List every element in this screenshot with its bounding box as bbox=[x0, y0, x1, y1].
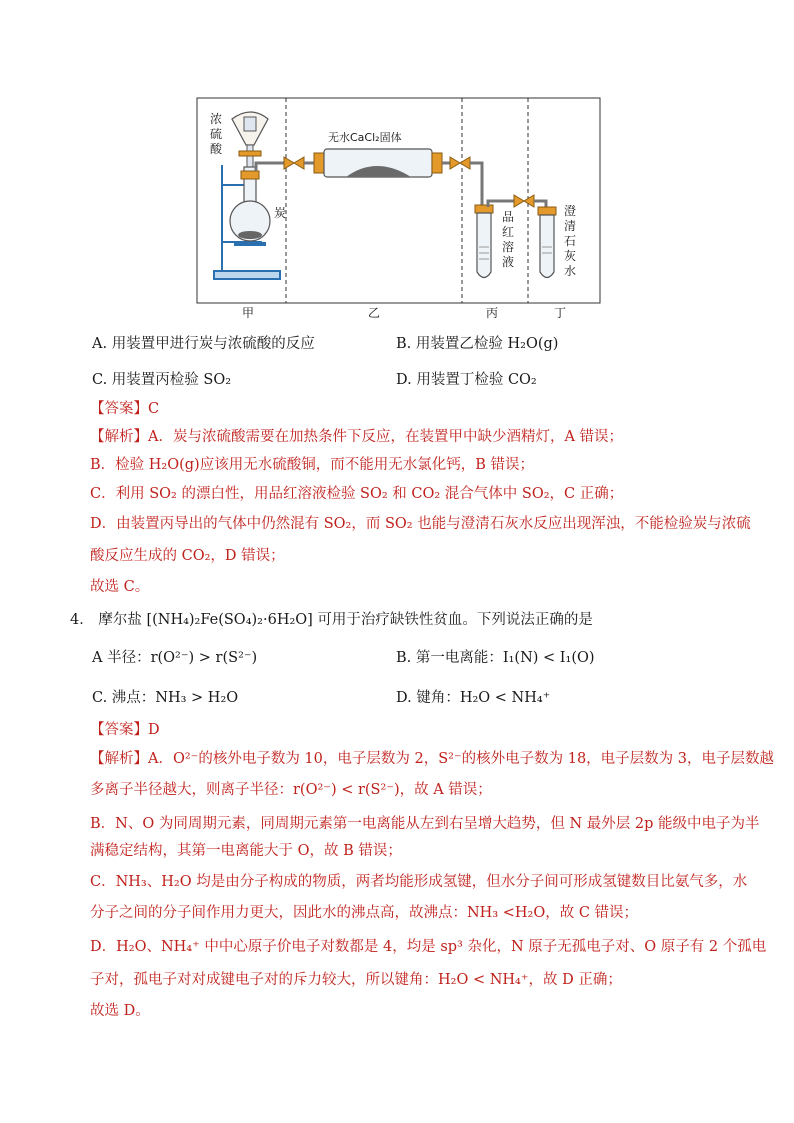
q4-analysis-line-5: C．NH₃、H₂O 均是由分子构成的物质，两者均能形成氢键，但水分子间可形成氢键数目比氨气多，水 bbox=[90, 874, 748, 890]
q4-answer bbox=[90, 720, 160, 740]
label-lime-1: 澄 bbox=[564, 204, 577, 218]
label-pinred-2: 红 bbox=[502, 225, 515, 239]
section-jia: 甲 bbox=[242, 306, 255, 320]
label-conc-acid-2: 硫 bbox=[210, 127, 223, 141]
q4-analysis-line-9: 故选 D。 bbox=[90, 1003, 150, 1019]
q3-answer-tag: 【答案】 bbox=[90, 401, 148, 417]
q4-analysis-line-8: 子对，孤电子对对成键电子对的斥力较大，所以键角：H₂O < NH₄⁺，故 D 正确； bbox=[90, 972, 622, 988]
label-conc-acid-3: 酸 bbox=[210, 142, 223, 156]
q3-option-b-text: B. 用装置乙检验 bbox=[396, 336, 508, 352]
test-tube-bing-icon bbox=[475, 205, 493, 278]
drying-tube-icon bbox=[314, 149, 442, 177]
q3-option-d-formula: CO₂ bbox=[507, 372, 537, 388]
label-cacl2: 无水CaCl₂固体 bbox=[328, 131, 402, 144]
section-ding: 丁 bbox=[554, 306, 567, 320]
q4-analysis-line-4: 满稳定结构，其第一电离能大于 O，故 B 错误； bbox=[90, 843, 402, 859]
q3-option-d-text: D. 用装置丁检验 bbox=[396, 372, 508, 388]
q3-analysis-line-2: B．检验 H₂O(g)应该用无水硫酸铜，而不能用无水氯化钙，B 错误； bbox=[90, 457, 534, 473]
q4-analysis-text-1: A．O²⁻的核外电子数为 10，电子层数为 2，S²⁻的核外电子数为 18，电子层数为 3，电子层数越 bbox=[148, 751, 775, 767]
label-lime-4: 灰 bbox=[564, 249, 577, 263]
q4-analysis-line-7: D．H₂O、NH₄⁺ 中中心原子价电子对数都是 4，均是 sp³ 杂化，N 原子无孤电子对、O 原子有 2 个孤电 bbox=[90, 939, 767, 955]
q4-analysis-line-1 bbox=[90, 749, 774, 769]
label-lime-3: 石 bbox=[564, 234, 577, 248]
q4-answer-tag: 【答案】 bbox=[90, 722, 148, 738]
q4-analysis-tag: 【解析】 bbox=[90, 751, 148, 767]
q4-analysis-line-2: 多离子半径越大，则离子半径：r(O²⁻) < r(S²⁻)，故 A 错误； bbox=[90, 782, 492, 798]
section-bing: 丙 bbox=[486, 306, 499, 320]
q3-option-d bbox=[396, 370, 537, 390]
apparatus-figure bbox=[196, 97, 601, 322]
label-pinred-1: 品 bbox=[502, 210, 515, 224]
q3-option-a: A. 用装置甲进行炭与浓硫酸的反应 bbox=[92, 336, 315, 352]
label-pinred-4: 液 bbox=[502, 255, 515, 269]
q3-analysis-line-4: D．由装置丙导出的气体中仍然混有 SO₂，而 SO₂ 也能与澄清石灰水反应出现浑浊，不能检验炭与浓硫 bbox=[90, 516, 751, 532]
section-yi: 乙 bbox=[368, 306, 381, 320]
q4-analysis-line-3: B．N、O 为同周期元素，同周期元素第一电离能从左到右呈增大趋势，但 N 最外层 2p 能级中电子为半 bbox=[90, 816, 760, 832]
label-pinred-3: 溶 bbox=[502, 240, 515, 254]
q3-option-c bbox=[92, 370, 231, 390]
q3-answer-value: C bbox=[148, 401, 160, 417]
q4-option-d: D. 键角：H₂O < NH₄⁺ bbox=[396, 690, 551, 706]
test-tube-ding-icon bbox=[538, 207, 556, 278]
q4-option-c: C. 沸点：NH₃ > H₂O bbox=[92, 690, 239, 706]
q3-analysis-line-5: 酸反应生成的 CO₂，D 错误； bbox=[90, 548, 285, 564]
label-conc-acid-1: 浓 bbox=[210, 112, 223, 126]
label-lime-5: 水 bbox=[564, 264, 577, 278]
q3-analysis-text-1: A．炭与浓硫酸需要在加热条件下反应，在装置甲中缺少酒精灯，A 错误； bbox=[148, 429, 624, 445]
label-carbon: 炭 bbox=[274, 206, 287, 220]
q4-option-b: B. 第一电离能：I₁(N) < I₁(O) bbox=[396, 650, 595, 666]
q3-analysis-tag: 【解析】 bbox=[90, 429, 148, 445]
q3-option-b-formula: H₂O(g) bbox=[507, 336, 559, 352]
q3-answer bbox=[90, 399, 159, 419]
q3-analysis-line-6: 故选 C。 bbox=[90, 579, 150, 595]
q4-option-a: A 半径：r(O²⁻) > r(S²⁻) bbox=[92, 650, 258, 666]
q4-answer-value: D bbox=[148, 722, 160, 738]
q4-stem: 4． 摩尔盐 [(NH₄)₂Fe(SO₄)₂·6H₂O] 可用于治疗缺铁性贫血。下列说法正确的是 bbox=[70, 612, 593, 628]
q4-analysis-line-6: 分子之间的分子间作用力更大，因此水的沸点高，故沸点：NH₃ <H₂O，故 C 错误； bbox=[90, 905, 639, 921]
q3-analysis-line-3: C．利用 SO₂ 的漂白性，用品红溶液检验 SO₂ 和 CO₂ 混合气体中 SO₂，C 正确； bbox=[90, 486, 624, 502]
label-lime-2: 清 bbox=[564, 219, 577, 233]
q3-option-b bbox=[396, 334, 558, 354]
q3-option-c-text: C. 用装置丙检验 bbox=[92, 372, 204, 388]
q3-option-c-formula: SO₂ bbox=[203, 372, 232, 388]
q3-analysis-line-1 bbox=[90, 427, 623, 447]
